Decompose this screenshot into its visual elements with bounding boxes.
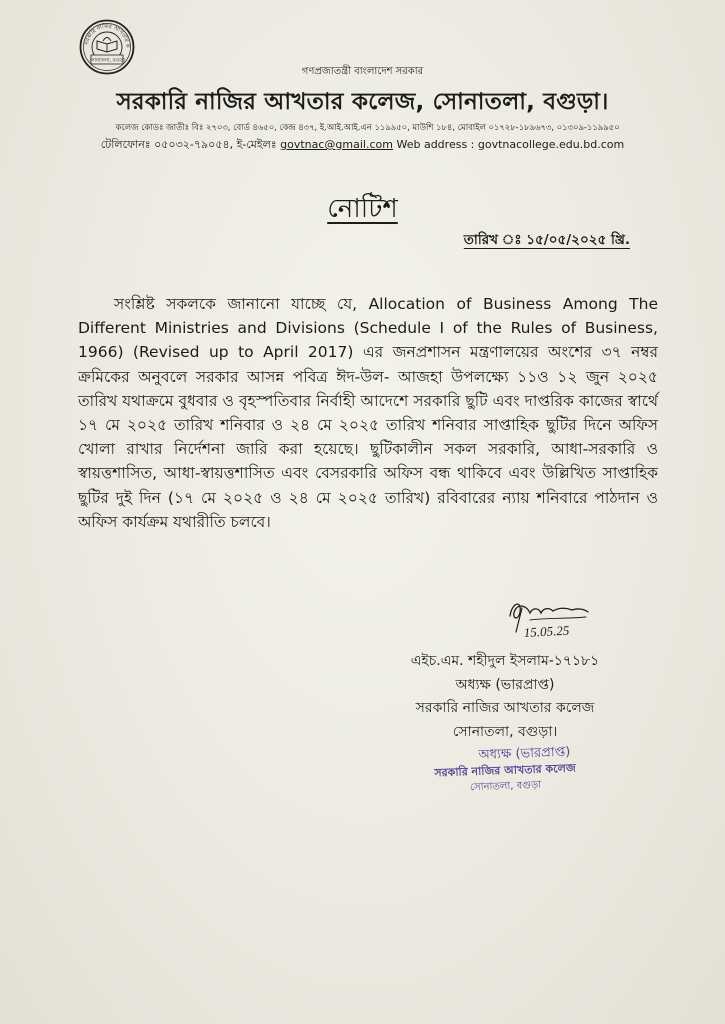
signature-date: 15.05.25 <box>523 622 570 640</box>
notice-title-text: নোটিশ <box>327 194 398 224</box>
signatory-block <box>390 650 620 744</box>
official-stamp <box>419 743 591 797</box>
signatory-designation: অধ্যক্ষ (ভারপ্রাপ্ত) <box>455 676 555 693</box>
college-codes: কলেজ কোডঃ জাতীঃ বিঃ ২৭০৩, বোর্ড ৪৬৫০, কেন্দ্র ৪৩৭, ই.আই.আই.এন ১১৯৯৫০, মাউশি ১৮৪, মোবাইল ০১৭২৮-১৮৯৬৭৩, ০১৩০৯-১১৯৯৫০ <box>115 122 620 132</box>
notice-body: সংশ্লিষ্ট সকলকে জানানো যাচ্ছে যে, Allocation of Business Among The Different Ministries and Divisions (Schedule I of the Rules of Business, 1966) (Revised up to April 2017) এর জনপ্রশাসন মন্ত্রণালয়ের অংশের ৩৭ নম্বর ক্রমিকের অনুবলে সরকার আসন্ন পবিত্র ঈদ-উল- আজহা উপলক্ষ্যে ১১ও ১২ জুন ২০২৫ তারিখ যথাক্রমে বুধবার ও বৃহস্পতিবার নির্বাহী আদেশে সরকারি ছুটি এবং দাপ্তরিক কাজের স্বার্থে ১৭ মে ২০২৫ তারিখ শনিবার ও ২৪ মে ২০২৫ তারিখ শনিবার সাপ্তাহিক ছুটির দিনে অফিস খোলা রাখার নির্দেশনা জারি করা হয়েছে। ছুটিকালীন সকল সরকারি, আধা-সরকারি ও স্বায়ত্তশাসিত, আধা-স্বায়ত্তশাসিত এবং বেসরকারি অফিস বন্ধ থাকিবে এবং উল্লিখিত সাপ্তাহিক ছুটির দুই দিন (১৭ মে ২০২৫ ও ২৪ মে ২০২৫ তারিখ) রবিবারের ন্যায় শনিবারে পাঠদান ও অফিস কার্যক্রম যথারীতি চলবে। <box>78 295 658 531</box>
notice-date: তারিখ ঃ ১৫/০৫/২০২৫ খ্রি. <box>463 232 630 248</box>
signatory-institution: সরকারি নাজির আখতার কলেজ <box>415 700 595 716</box>
signatory-location: সোনাতলা, বগুড়া। <box>452 723 558 740</box>
seal-text-top: সরকারি নাজির আখতার ক <box>84 23 131 48</box>
web-address: Web address : govtnacollege.edu.bd.com <box>392 138 625 151</box>
signatory-name: এইচ.এম. শহীদুল ইসলাম-১৭১৮১ <box>410 653 600 669</box>
handwritten-signature-icon <box>500 596 600 642</box>
notice-title <box>0 188 725 232</box>
government-heading: গণপ্রজাতন্ত্রী বাংলাদেশ সরকার <box>301 66 424 77</box>
seal-text-bottom: সোনাতলা, বগুড়া <box>89 57 125 64</box>
stamp-location: সোনাতলা, বগুড়া <box>469 779 542 794</box>
stamp-institution: সরকারি নাজির আখতার কলেজ <box>434 761 576 780</box>
contact-line <box>60 136 665 155</box>
college-name: সরকারি নাজির আখতার কলেজ, সোনাতলা, বগুড়া। <box>116 89 609 115</box>
contact-phone: টেলিফোনঃ ০৫০৩২-৭৯০৫৪, ই-মেইলঃ <box>100 138 281 151</box>
email-link[interactable]: govtnac@gmail.com <box>280 138 393 151</box>
stamp-designation: অধ্যক্ষ (ভারপ্রাপ্ত) <box>478 744 571 763</box>
